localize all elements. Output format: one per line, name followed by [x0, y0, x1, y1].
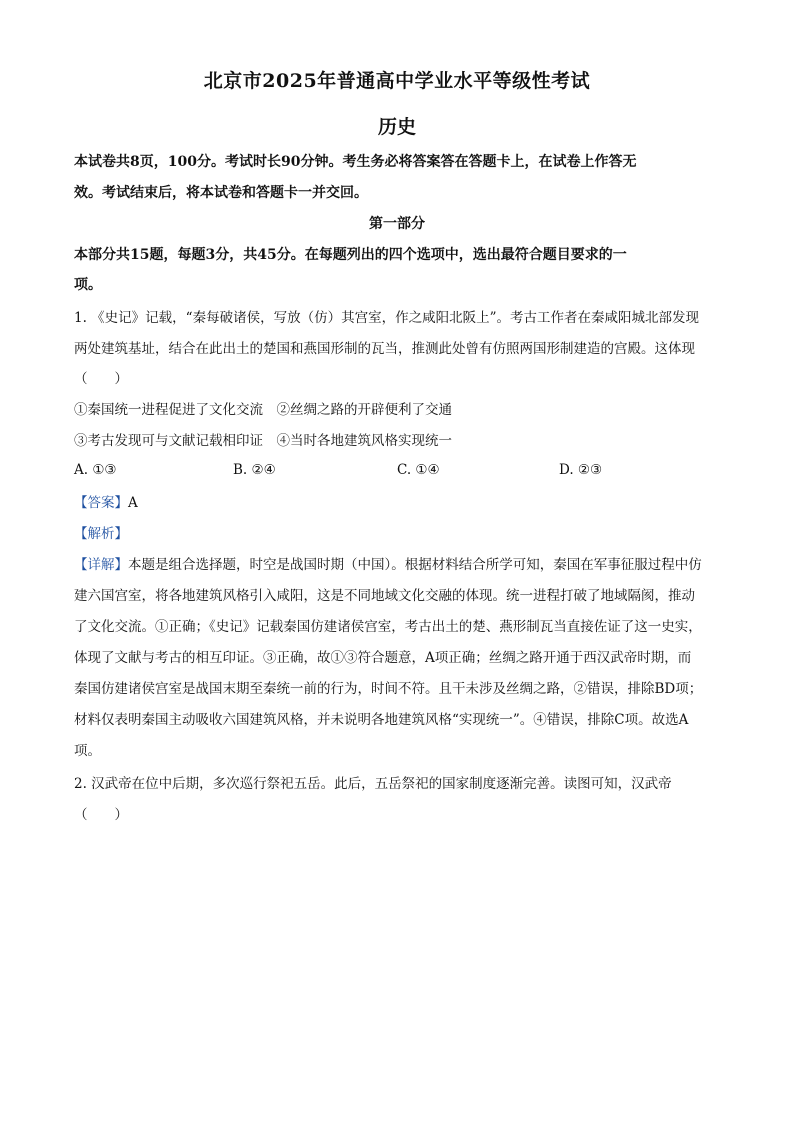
q1-detail-line-6: 材料仅表明秦国主动吸收六国建筑风格，并未说明各地建筑风格“实现统一”。④错误，排除C项。故选A: [74, 712, 689, 728]
q1-answer-row: [74, 493, 734, 513]
q1-stem-line-1: 1. 《史记》记载，“秦每破诸侯，写放（仿）其宫室，作之咸阳北阪上”。考古工作者在秦咸阳城北部发现: [74, 310, 699, 326]
q1-detail-line-5: 秦国仿建诸侯宫室是战国末期至秦统一前的行为，时间不符。且干未涉及丝绸之路，②错误，排除BD项；: [74, 681, 703, 697]
q1-option-a: A. ①③: [74, 462, 117, 478]
part-description-line-1: 本部分共15题，每题3分，共45分。在每题列出的四个选项中，选出最符合题目要求的一: [74, 247, 627, 263]
q1-statement-line-1: ①秦国统一进程促进了文化交流 ②丝绸之路的开辟便利了交通: [74, 402, 452, 418]
q1-detail-line-3: 了文化交流。①正确；《史记》记载秦国仿建诸侯宫室，考古出土的楚、燕形制瓦当直接佐证了这一史实，: [74, 619, 702, 635]
q1-statement-line-2: ③考古发现可与文献记载相印证 ④当时各地建筑风格实现统一: [74, 433, 452, 449]
q1-detail-line-4: 体现了文献与考古的相互印证。③正确，故①③符合题意，A项正确；丝绸之路开通于西汉武帝时期，而: [74, 650, 692, 666]
q1-analysis-row: [74, 524, 734, 544]
q1-detail-line-1: [74, 555, 734, 575]
part-description-line-2: 项。: [74, 277, 102, 293]
detail-tag: 【详解】: [74, 557, 128, 573]
q1-stem-line-2: 两处建筑基址，结合在此出土的楚国和燕国形制的瓦当，推测此处曾有仿照两国形制建造的宫殿。这体现: [74, 341, 695, 357]
q1-answer-blank: （ ）: [74, 371, 128, 387]
exam-title: 北京市2025年普通高中学业水平等级性考试: [203, 70, 591, 92]
instructions-line-1: 本试卷共8页，100分。考试时长90分钟。考生务必将答案答在答题卡上，在试卷上作答无: [74, 154, 637, 170]
analysis-tag: 【解析】: [74, 526, 128, 542]
part-heading: 第一部分: [369, 216, 425, 232]
q1-option-c: C. ①④: [397, 462, 440, 478]
instructions-line-2: 效。考试结束后，将本试卷和答题卡一并交回。: [74, 185, 368, 201]
q1-option-b: B. ②④: [233, 462, 276, 478]
q1-detail-line-2: 建六国宫室，将各地建筑风格引入咸阳，这是不同地域文化交融的体现。统一进程打破了地域隔阂，推动: [74, 588, 695, 604]
answer-tag: 【答案】: [74, 495, 128, 511]
answer-value: A: [128, 495, 138, 511]
detail-text-1: 本题是组合选择题，时空是战国时期（中国）。根据材料结合所学可知，秦国在军事征服过程中仿: [128, 557, 702, 573]
q2-stem-line-1: 2. 汉武帝在位中后期，多次巡行祭祀五岳。此后，五岳祭祀的国家制度逐渐完善。读图可知，汉武帝: [74, 776, 672, 792]
q1-option-d: D. ②③: [559, 462, 603, 478]
q1-detail-line-7: 项。: [74, 743, 101, 759]
q2-answer-blank: （ ）: [74, 807, 128, 823]
subject-title: 历史: [377, 116, 416, 138]
